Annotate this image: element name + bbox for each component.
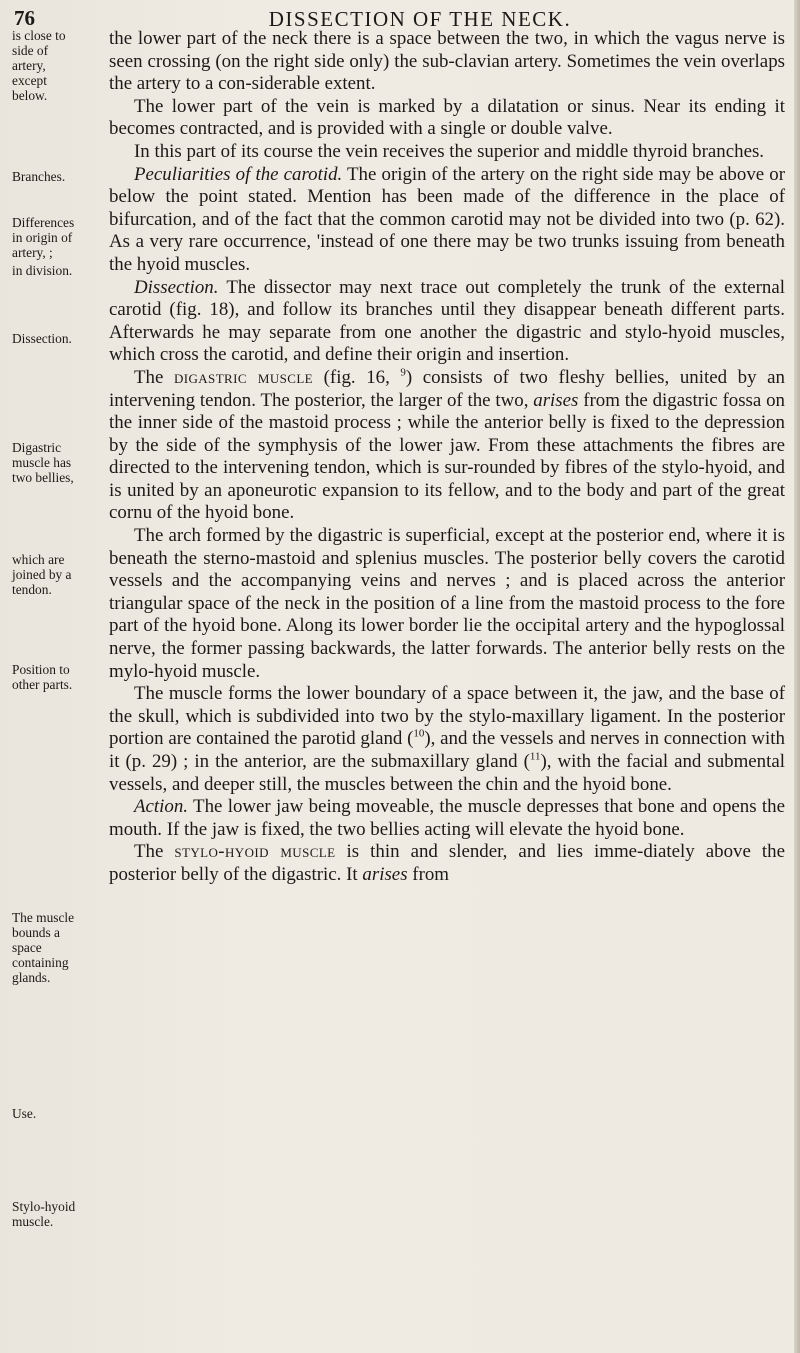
figure-superscript: 11 [529, 750, 541, 763]
paragraph-text: from [412, 863, 450, 885]
margin-note [12, 28, 88, 103]
margin-note-line: artery, [12, 58, 46, 73]
margin-note-line: Digastric [12, 440, 62, 455]
paragraph [109, 164, 785, 277]
term-digastric-muscle: digastric muscle [173, 366, 314, 388]
margin-note-line: Differences [12, 215, 75, 230]
margin-note-line: muscle. [12, 1214, 54, 1229]
margin-note [12, 331, 88, 346]
margin-note [12, 1199, 88, 1229]
margin-note-line: in division. [12, 263, 73, 278]
margin-note [12, 662, 88, 692]
term-stylo-hyoid-muscle: stylo-hyoid muscle [174, 841, 336, 863]
margin-note-line: The muscle [12, 910, 75, 925]
margin-note-line: joined by a [12, 567, 72, 582]
page-number: 76 [14, 6, 35, 30]
paragraph-text: The [134, 841, 164, 863]
margin-note-line: below. [12, 88, 48, 103]
figure-superscript: 9 [400, 366, 406, 379]
paragraph-heading: Peculiarities of the carotid. [134, 163, 343, 185]
running-head: DISSECTION OF THE NECK. [268, 7, 572, 31]
margin-note-line: artery, ; [12, 245, 53, 260]
paragraph [109, 683, 785, 796]
margin-note-line: Dissection. [12, 331, 72, 346]
margin-note-line: bounds a [12, 925, 60, 940]
paragraph: the lower part of the neck there is a space between the two, in which the vagus nerve is seen crossing (on the right side only) the sub-clavian artery. Sometimes the vein overlaps the artery to a con-siderable extent. [109, 28, 785, 95]
margin-note-line: in origin of [12, 230, 73, 245]
paragraph-text: ) consists of two fleshy bellies, united by an intervening tendon. The posterior, the larger of the two, [109, 366, 785, 411]
margin-note-line: tendon. [12, 582, 52, 597]
paragraph: In this part of its course the vein receives the superior and middle thyroid branches. [134, 140, 765, 162]
paragraph [109, 841, 785, 886]
margin-note-line: which are [12, 552, 65, 567]
figure-reference: (fig. 16, [323, 366, 390, 388]
margin-note-line: space [12, 940, 42, 955]
margin-note [12, 910, 88, 985]
paragraph [109, 367, 785, 525]
paragraph-text: The muscle forms the lower boundary of a space between it, the jaw, and the base of the skull, which is subdivided into two by the stylo-maxillary ligament. In the posterior portion are contained the parotid gland ( [109, 683, 785, 750]
margin-note [12, 169, 88, 184]
paragraph-text: from the digastric fossa on the inner side of the mastoid process ; while the anterior belly is fixed to the depression by the side of the symphysis of the lower jaw. From these attachments the fibres are directed to the intervening tendon, which is sur-rounded by fibres of the stylo-hyoid, and is united by an aponeurotic expansion to its fellow, and to the body and part of the great cornu of the hyoid bone. [109, 389, 785, 524]
figure-superscript: 10 [413, 728, 425, 741]
paragraph-text: ), and the vessels and nerves in connection with it (p. 29) ; in the anterior, are the submaxillary gland ( [109, 728, 785, 772]
paragraph-text: ), with the facial and submental vessels, and deeper still, the muscles between the chin and the hyoid bone. [109, 751, 785, 795]
paragraph: The arch formed by the digastric is superficial, except at the posterior end, where it is beneath the sterno-mastoid and splenius muscles. The posterior belly covers the carotid vessels and the accompanying veins and nerves ; and is placed across the anterior triangular space of the neck in the position of a line from the mastoid process to the fore part of the hyoid bone. Along its lower border lie the occipital artery and the hypoglossal nerve, the former passing backwards, the latter forwards. The anterior belly rests on the mylo-hyoid muscle. [109, 525, 785, 682]
paragraph: The lower part of the vein is marked by a dilatation or sinus. Near its ending it becomes contracted, and is provided with a single or double valve. [109, 95, 785, 140]
margin-note-line: Branches. [12, 169, 66, 184]
margin-note-line: Stylo-hyoid [12, 1199, 76, 1214]
margin-note [12, 263, 88, 278]
paragraph-text: The dissector may next trace out completely the trunk of the external carotid (fig. 18), and follow its branches until they disappear beneath different parts. Afterwards he may separate from one another the digastric and stylo-hyoid muscles, which cross the carotid, and define their origin and insertion. [109, 276, 785, 366]
paragraph-text: The lower jaw being moveable, the muscle depresses that bone and opens the mouth. If the jaw is fixed, the two bellies acting will elevate the hyoid bone. [109, 796, 785, 840]
paragraph-text: The origin of the artery on the right side may be above or below the point stated. Mention has been made of the difference in the place of bifurcation, and of the fact that the common carotid may not be divided into two (p. 62). As a very rare occurrence, 'instead of one there may be two trunks issuing from beneath the hyoid muscles. [109, 163, 785, 275]
margin-note [12, 440, 88, 485]
margin-note [12, 1106, 88, 1121]
page-edge-shadow [794, 0, 800, 1353]
paragraph-text: is thin and slender, and lies imme-diately above the posterior belly of the digastric. It [109, 841, 785, 885]
emphasis: arises [362, 863, 408, 885]
emphasis: arises [533, 389, 579, 411]
paragraph [109, 277, 785, 367]
margin-note-line: is close to [12, 28, 66, 43]
margin-note [12, 552, 88, 597]
margin-note-line: Use. [12, 1106, 37, 1121]
margin-note-line: muscle has [12, 455, 72, 470]
body-text [109, 28, 785, 887]
margin-note-line: glands. [12, 970, 51, 985]
margin-note-line: other parts. [12, 677, 73, 692]
margin-note-line: side of [12, 43, 49, 58]
paragraph [109, 796, 785, 841]
paragraph-text: The [134, 366, 164, 388]
paragraph-heading: Dissection. [134, 276, 219, 298]
margin-note-line: two bellies, [12, 470, 74, 485]
margin-note [12, 215, 88, 260]
margin-note-line: containing [12, 955, 69, 970]
margin-note-line: except [12, 73, 47, 88]
paragraph-heading: Action. [134, 796, 189, 818]
margin-note-line: Position to [12, 662, 70, 677]
